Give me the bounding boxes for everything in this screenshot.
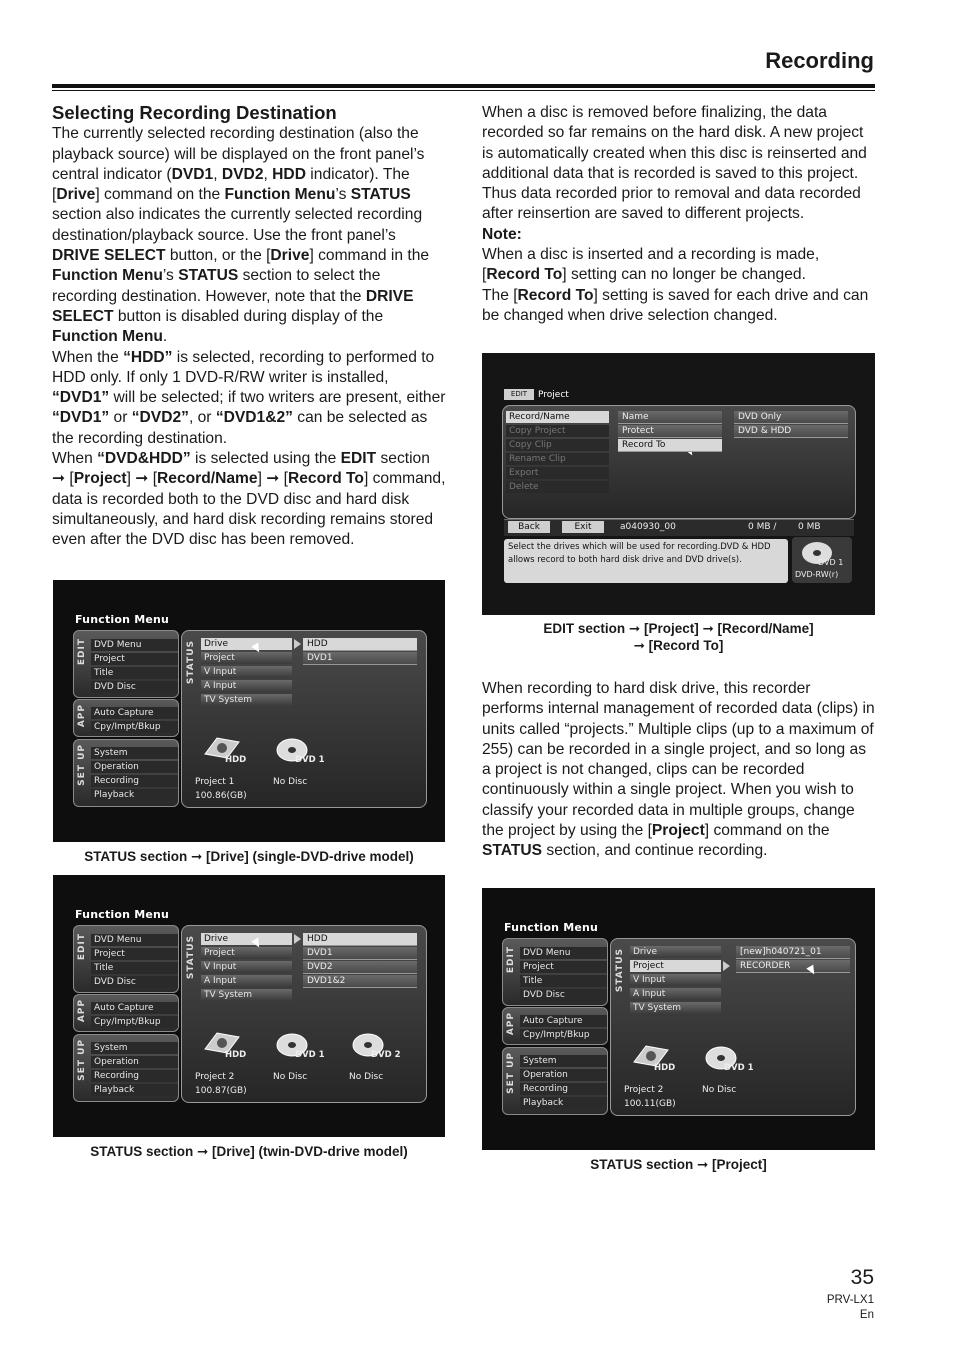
setup-menu-item[interactable]: Operation <box>91 761 178 773</box>
option-item[interactable]: RECORDER <box>736 960 850 973</box>
edit-left-item[interactable]: Record/Name <box>506 411 609 423</box>
edit-menu-item[interactable]: Project <box>91 948 178 960</box>
mb-used: 0 MB / <box>748 522 777 532</box>
setup-menu-item[interactable]: Playback <box>91 789 178 801</box>
edit-left-item[interactable]: Export <box>506 467 609 479</box>
caption-single-drive: STATUS section ➞ [Drive] (single-DVD-drive model) <box>84 849 414 864</box>
exit-button[interactable]: Exit <box>562 521 604 533</box>
status-section-label: STATUS <box>186 640 196 685</box>
option-item[interactable]: DVD1 <box>303 947 417 960</box>
setup-section-label: SET UP <box>506 1052 516 1094</box>
edit-menu-item[interactable]: Project <box>520 961 607 973</box>
edit-left-item[interactable]: Copy Project <box>506 425 609 437</box>
status-menu-item[interactable]: V Input <box>201 666 292 678</box>
note-label: Note: <box>482 225 522 243</box>
edit-menu-item[interactable]: Project <box>91 653 178 665</box>
app-section-label: APP <box>77 704 87 728</box>
screenshot-twin-drive <box>53 875 445 1137</box>
paragraph-projects: When recording to hard disk drive, this recorder performs internal management of recorded data (clips) in units called “projects.” Multiple clips (up to a maximum of 255) can be recorded in a single project, and so long as a project is not changed, clips can be recorded continuously within a single project. When you wish to classify your recorded data in multiple groups, change the project by using the [Project] command on the STATUS section, and continue recording. <box>482 680 875 860</box>
header-rule-thin <box>52 90 875 91</box>
edit-menu-item[interactable]: DVD Disc <box>520 989 607 1001</box>
edit-mid-item[interactable]: Name <box>618 411 722 424</box>
setup-menu-item[interactable]: Operation <box>91 1056 178 1068</box>
option-item[interactable]: DVD1&2 <box>303 975 417 988</box>
status-menu-item[interactable]: Project <box>201 947 292 959</box>
dvd1-state: No Disc <box>273 1072 308 1082</box>
screenshot-project <box>482 888 875 1150</box>
dvd1-state: No Disc <box>273 777 308 787</box>
status-menu-item[interactable]: A Input <box>201 680 292 692</box>
edit-menu-item[interactable]: Title <box>91 962 178 974</box>
paragraph-disc-removed: When a disc is removed before finalizing, the data recorded so far remains on the hard disk. A new project is automatically created when this disc is reinserted and additional data that is recorded is saved to this project. Thus data recorded prior to removal and data recorded after reinsertion are saved to different projects. <box>482 104 867 223</box>
function-menu-title: Function Menu <box>75 908 170 921</box>
status-menu-item[interactable]: Drive <box>201 933 292 945</box>
left-column <box>52 103 446 551</box>
hdd-label: HDD <box>654 1063 676 1073</box>
record-to-option[interactable]: DVD & HDD <box>734 425 848 438</box>
option-item[interactable]: [new]h040721_01 <box>736 946 850 959</box>
caption-project: STATUS section ➞ [Project] <box>590 1157 767 1172</box>
page-number: 35 <box>850 1266 874 1289</box>
submenu-arrow-icon <box>723 961 730 971</box>
app-menu-item[interactable]: Auto Capture <box>91 707 178 719</box>
app-section-label: APP <box>77 999 87 1023</box>
setup-menu-item[interactable]: System <box>520 1055 607 1067</box>
dvd1-label: DVD 1 <box>724 1063 754 1073</box>
app-menu-item[interactable]: Auto Capture <box>520 1015 607 1027</box>
app-section-label: APP <box>506 1012 516 1036</box>
disk-size: 100.86(GB) <box>195 791 247 801</box>
edit-left-item[interactable]: Copy Clip <box>506 439 609 451</box>
edit-section-label: EDIT <box>77 933 87 961</box>
option-item[interactable]: DVD1 <box>303 652 417 665</box>
setup-menu-item[interactable]: System <box>91 1042 178 1054</box>
dvd1-state: No Disc <box>702 1085 737 1095</box>
screenshot-edit-record-to <box>482 353 875 615</box>
setup-menu-item[interactable]: Operation <box>520 1069 607 1081</box>
submenu-arrow-icon <box>294 934 301 944</box>
function-menu-title: Function Menu <box>504 921 599 934</box>
dvd1-label: DVD 1 <box>295 1050 325 1060</box>
section-title: Recording <box>765 48 874 73</box>
caption-twin-drive: STATUS section ➞ [Drive] (twin-DVD-drive model) <box>90 1144 408 1159</box>
paragraph-1: The currently selected recording destination (also the playback source) will be displayed on the front panel’s central indicator (DVD1, DVD2, HDD indicator). The [Drive] command on the Function Menu’s STATUS section also indicates the currently selected recording destination/playback source. Use the front panel’s DRIVE SELECT button, or the [Drive] command in the Function Menu’s STATUS section to select the recording destination. However, note that the DRIVE SELECT button is disabled during display of the Function Menu. <box>52 125 430 346</box>
mb-total: 0 MB <box>798 522 821 532</box>
model-info: PRV-LX1 En <box>826 1294 874 1321</box>
edit-left-item[interactable]: Delete <box>506 481 609 493</box>
project-name: Project 1 <box>195 777 235 787</box>
setup-menu-item[interactable]: Recording <box>91 1070 178 1082</box>
option-item[interactable]: HDD <box>303 638 417 651</box>
status-section-label: STATUS <box>615 948 625 993</box>
header-rule <box>52 84 875 88</box>
setup-menu-item[interactable]: Recording <box>520 1083 607 1095</box>
edit-section-label: EDIT <box>506 946 516 974</box>
dvd1-label: DVD 1 <box>295 755 325 765</box>
status-menu-item[interactable]: Project <box>630 960 721 972</box>
dvd1-label: DVD 1 <box>818 558 844 567</box>
setup-menu-item[interactable]: Playback <box>520 1097 607 1109</box>
paragraph-3: When “DVD&HDD” is selected using the EDIT section ➞ [Project] ➞ [Record/Name] ➞ [Record To] command, data is recorded both to the DVD disc and hard disk simultaneously, and hard disk recording remains stored even after the DVD disc has been removed. <box>52 450 446 549</box>
dvd2-state: No Disc <box>349 1072 384 1082</box>
project-name: Project 2 <box>624 1085 664 1095</box>
status-menu-item[interactable]: V Input <box>201 961 292 973</box>
setup-menu-item[interactable]: Playback <box>91 1084 178 1096</box>
note-1: When a disc is inserted and a recording is made, [Record To] setting can no longer be changed. <box>482 246 820 284</box>
setup-section-label: SET UP <box>77 1039 87 1081</box>
edit-mid-item[interactable]: Record To <box>618 439 722 452</box>
edit-left-item[interactable]: Rename Clip <box>506 453 609 465</box>
note-2: The [Record To] setting is saved for each drive and can be changed when drive selection changed. <box>482 286 869 324</box>
option-item[interactable]: DVD2 <box>303 961 417 974</box>
clip-name: a040930_00 <box>620 522 676 532</box>
edit-menu-item[interactable]: DVD Menu <box>91 934 178 946</box>
status-menu-item[interactable]: A Input <box>630 988 721 1000</box>
status-menu-item[interactable]: TV System <box>201 694 292 706</box>
setup-menu-item[interactable]: System <box>91 747 178 759</box>
status-menu-item[interactable]: V Input <box>630 974 721 986</box>
status-menu-item[interactable]: TV System <box>630 1002 721 1014</box>
section-heading: Selecting Recording Destination <box>52 102 337 123</box>
edit-tab: EDIT <box>504 389 534 400</box>
edit-menu-item[interactable]: DVD Disc <box>91 976 178 988</box>
edit-menu-item[interactable]: DVD Menu <box>520 947 607 959</box>
status-menu-item[interactable]: A Input <box>201 975 292 987</box>
hdd-label: HDD <box>225 1050 247 1060</box>
dvd-type: DVD-RW(r) <box>795 570 839 579</box>
status-menu-item[interactable]: TV System <box>201 989 292 1001</box>
disk-size: 100.11(GB) <box>624 1099 676 1109</box>
status-menu-item[interactable]: Drive <box>201 638 292 650</box>
paragraph-2: When the “HDD” is selected, recording to performed to HDD only. If only 1 DVD-R/RW writer is installed, “DVD1” will be selected; if two writers are present, either “DVD1” or “DVD2”, or “DVD1&2” can be selected as the recording destination. <box>52 348 446 447</box>
dvd2-label: DVD 2 <box>371 1050 401 1060</box>
submenu-arrow-icon <box>294 639 301 649</box>
setup-section-label: SET UP <box>77 744 87 786</box>
right-column <box>482 103 875 326</box>
app-menu-item[interactable]: Auto Capture <box>91 1002 178 1014</box>
project-name: Project 2 <box>195 1072 235 1082</box>
app-menu-item[interactable]: Cpy/Impt/Bkup <box>520 1029 607 1041</box>
disk-size: 100.87(GB) <box>195 1086 247 1096</box>
status-menu-item[interactable]: Project <box>201 652 292 664</box>
status-menu-item[interactable]: Drive <box>630 946 721 958</box>
edit-title: Project <box>538 390 569 400</box>
edit-menu-item[interactable]: Title <box>520 975 607 987</box>
caption-edit: EDIT section ➞ [Project] ➞ [Record/Name] ➞ [Record To] <box>543 621 814 653</box>
status-section-label: STATUS <box>186 935 196 980</box>
setup-menu-item[interactable]: Recording <box>91 775 178 787</box>
edit-menu-item[interactable]: DVD Menu <box>91 639 178 651</box>
option-item[interactable]: HDD <box>303 933 417 946</box>
app-menu-item[interactable]: Cpy/Impt/Bkup <box>91 1016 178 1028</box>
help-message: Select the drives which will be used for recording.DVD & HDD allows record to both hard disk drive and DVD drive(s). <box>508 542 771 565</box>
back-button[interactable]: Back <box>508 521 550 533</box>
hdd-label: HDD <box>225 755 247 765</box>
app-menu-item[interactable]: Cpy/Impt/Bkup <box>91 721 178 733</box>
edit-section-label: EDIT <box>77 638 87 666</box>
screenshot-single-drive <box>53 580 445 842</box>
edit-menu-item[interactable]: DVD Disc <box>91 681 178 693</box>
edit-menu-item[interactable]: Title <box>91 667 178 679</box>
function-menu-title: Function Menu <box>75 613 170 626</box>
record-to-option[interactable]: DVD Only <box>734 411 848 424</box>
edit-mid-item[interactable]: Protect <box>618 425 722 438</box>
